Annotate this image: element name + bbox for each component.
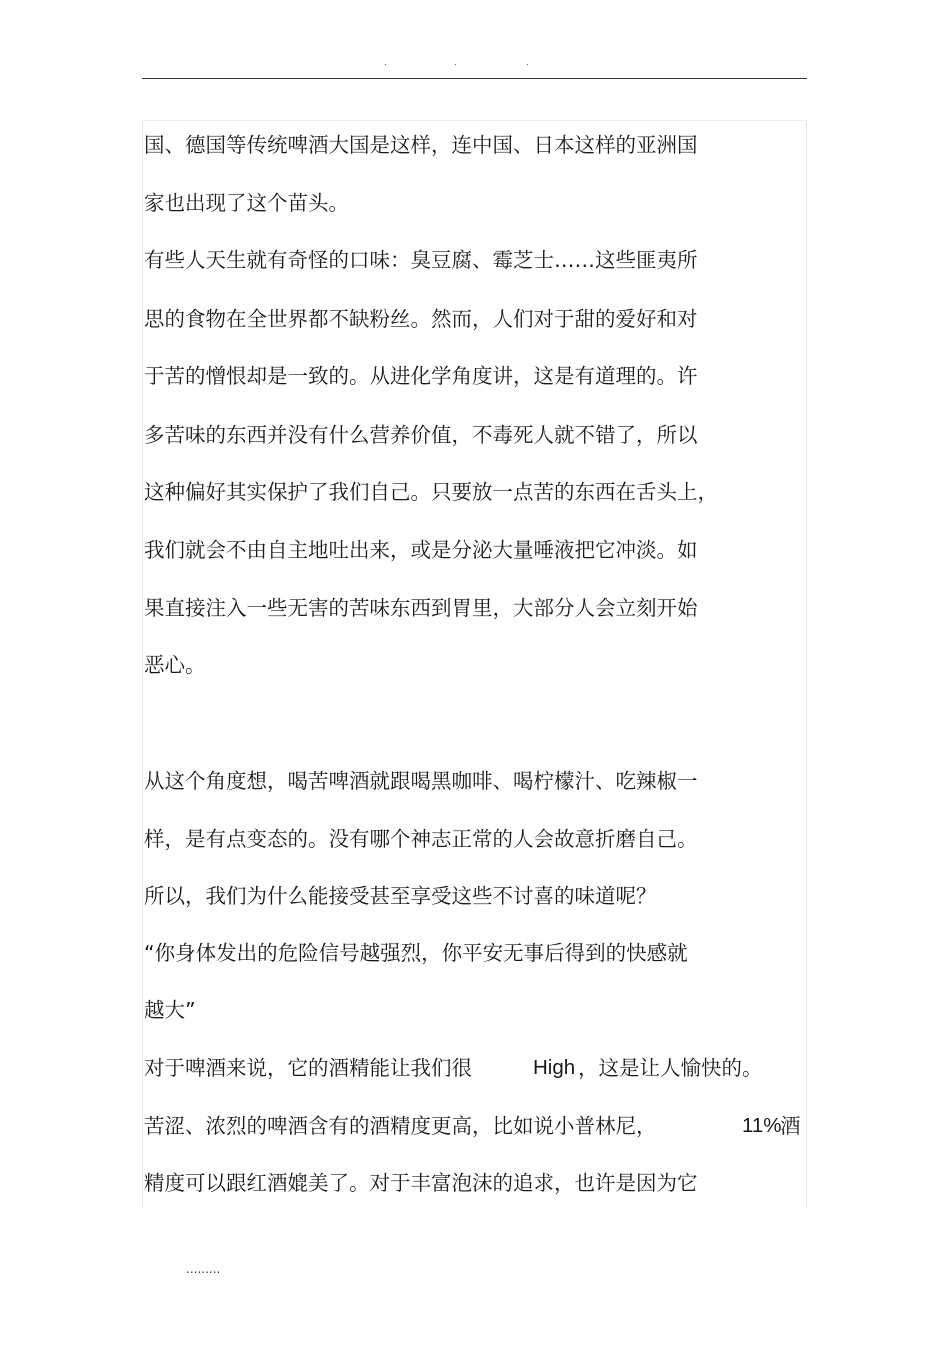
text-line-after-high: ，这是让人愉快的。 [578,1056,763,1080]
text-line: 果直接注入一些无害的苦味东西到胃里，大部分人会立刻开始 [144,596,698,620]
text-line: 恶心。 [144,653,206,677]
text-line: 有些人天生就有奇怪的口味：臭豆腐、霉芝士……这些匪夷所 [144,248,698,272]
text-line: 所以，我们为什么能接受甚至享受这些不讨喜的味道呢？ [144,884,657,908]
footer-dots: ......... [186,1262,221,1276]
text-line: 从这个角度想，喝苦啤酒就跟喝黑咖啡、喝柠檬汁、吃辣椒一 [144,769,698,793]
text-line: 于苦的憎恨却是一致的。从进化学角度讲，这是有道理的。许 [144,364,698,388]
header-dot: . [454,58,457,68]
text-line: 我们就会不由自主地吐出来，或是分泌大量唾液把它冲淡。如 [144,538,698,562]
percent-number: 11% [742,1114,782,1137]
text-line-before-high: 对于啤酒来说，它的酒精能让我们很 [144,1056,472,1080]
header-dots [380,58,540,72]
header-rule [142,78,807,79]
text-line: 家也出现了这个苗头。 [144,191,349,215]
text-line-before-percent: 苦涩、浓烈的啤酒含有的酒精度更高，比如说小普林尼， [144,1114,657,1138]
high-word: High [533,1056,576,1079]
text-line: “你身体发出的危险信号越强烈，你平安无事后得到的快感就 [144,941,688,965]
page-frame [142,120,807,1208]
text-line-after-percent: 酒 [780,1114,801,1138]
text-line: 越大” [144,998,196,1022]
text-line: 国、德国等传统啤酒大国是这样，连中国、日本这样的亚洲国 [144,133,698,157]
header-dot: . [526,58,529,68]
header-dot: . [384,58,387,68]
text-line: 多苦味的东西并没有什么营养价值，不毒死人就不错了，所以 [144,423,698,447]
text-line: 思的食物在全世界都不缺粉丝。然而，人们对于甜的爱好和对 [144,307,698,331]
text-line: 样，是有点变态的。没有哪个神志正常的人会故意折磨自己。 [144,827,698,851]
text-line: 这种偏好其实保护了我们自己。只要放一点苦的东西在舌头上， [144,480,718,504]
text-line: 精度可以跟红酒媲美了。对于丰富泡沫的追求，也许是因为它 [144,1171,698,1195]
